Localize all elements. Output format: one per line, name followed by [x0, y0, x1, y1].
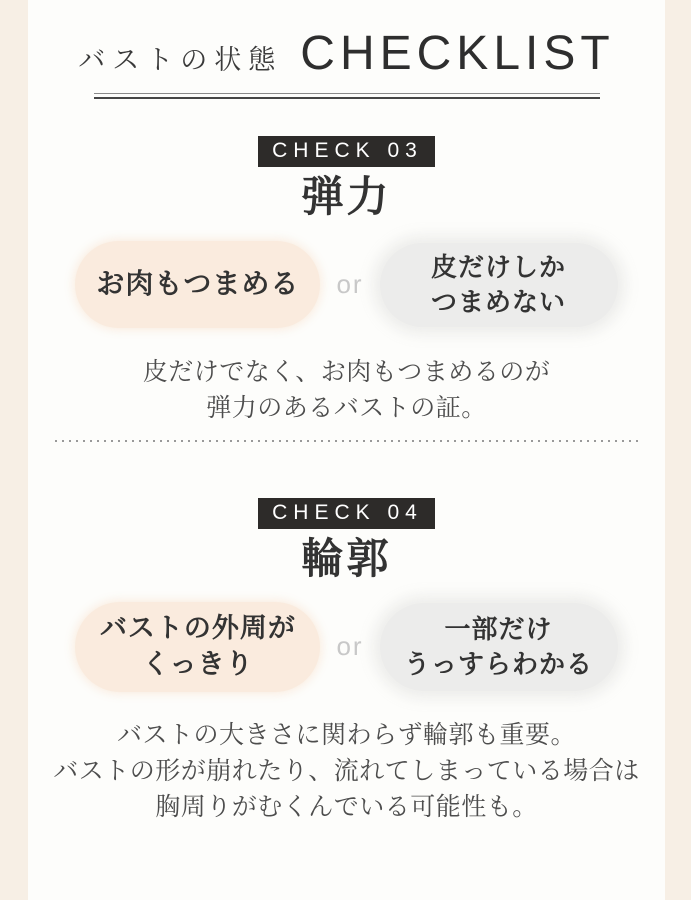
check-03-option-right-pill [380, 243, 618, 327]
check-04-option-right-line2: うっすらわかる [404, 648, 594, 679]
check-04-option-left-pill [75, 602, 320, 692]
check-04-options-row [28, 602, 665, 692]
check-03-badge: CHECK 03 [258, 136, 435, 167]
left-page-border [0, 0, 28, 900]
check-04-option-right-line1: 一部だけ [444, 613, 553, 644]
check-04-heading: 輪郭 [301, 535, 392, 583]
page-title-english: CHECKLIST [300, 27, 615, 80]
check-03-option-left-pill [75, 241, 320, 328]
check-04-option-right-pill [380, 603, 618, 691]
check-03-description-line2: 弾力のあるバストの証。 [206, 394, 487, 423]
section-dotted-divider [55, 440, 639, 442]
check-03-option-right-line1: 皮だけしか [431, 251, 567, 282]
page-header [28, 0, 665, 81]
check-04-badge: CHECK 04 [258, 498, 435, 529]
check-03-option-right-line2: つまめない [431, 286, 567, 317]
check-03-options-row [28, 241, 665, 328]
page-content [28, 0, 665, 900]
page-title-japanese: バストの状態 [78, 45, 283, 75]
check-04-option-left-line2: くっきり [142, 648, 254, 679]
check-04-description-line3: 胸周りがむくんでいる可能性も。 [155, 792, 538, 821]
check-03-description-line1: 皮だけでなく、お肉もつまめるのが [142, 358, 551, 387]
check-03-description [28, 354, 665, 426]
check-04-or-label: or [336, 631, 364, 662]
check-04-description [28, 717, 665, 825]
check-03-or-label: or [336, 269, 364, 300]
check-04-description-line1: バストの大きさに関わらず輪郭も重要。 [116, 720, 576, 749]
check-03-option-left-label: お肉もつまめる [96, 268, 300, 300]
check-04-description-line2: バストの形が崩れたり、流れてしまっている場合は [53, 756, 640, 785]
header-double-underline [94, 93, 600, 99]
check-04-option-left-line1: バストの外周が [99, 612, 296, 643]
right-page-border [665, 0, 691, 900]
check-03-heading: 弾力 [301, 173, 392, 220]
